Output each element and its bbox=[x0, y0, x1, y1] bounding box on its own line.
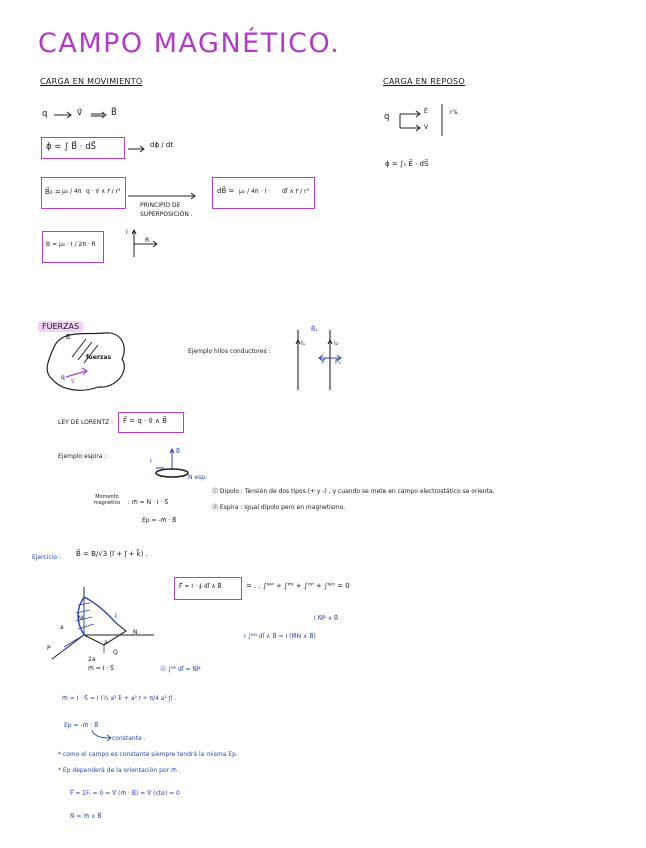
exercise-label: Ejercicio : bbox=[32, 554, 62, 561]
diagram-label-p: P bbox=[47, 645, 51, 652]
blob-q-label: q bbox=[61, 374, 65, 381]
loop-nesp-label: N esp. bbox=[188, 474, 207, 481]
energy-formula: Ep = -m⃗ · B⃗ bbox=[142, 517, 177, 524]
db-fraction: dl⃗ ∧ r⃗ / r³ bbox=[282, 188, 309, 195]
arrow-icon bbox=[128, 145, 148, 153]
rest-field-diagram bbox=[397, 108, 423, 132]
force-integral: F⃗ = I · ∮ dl⃗ ∧ B⃗ bbox=[179, 583, 222, 590]
rest-e: E⃗ bbox=[424, 108, 428, 115]
force-sum-equation: F⃗ = ΣFᵢ = 0 = ∇ (m⃗ · B⃗) = ∇ (cte) = 0 bbox=[70, 790, 180, 797]
wire-current-label: I bbox=[126, 229, 128, 236]
wire-field-diagram bbox=[124, 229, 164, 259]
b-wire-formula: B = μ₀ · I / 2π · R bbox=[46, 241, 96, 248]
wire-f1-label: F⃗ bbox=[322, 359, 326, 366]
integral-mn: I ∫ᴹᴺ dl⃗ ∧ B⃗ = I (M⃗N ∧ B⃗) bbox=[244, 633, 316, 640]
diagram-label-a2: a bbox=[104, 639, 108, 646]
exercise-b-field: B⃗ = B/√3 (i⃗ + j⃗ + k⃗) . bbox=[76, 550, 148, 558]
force-blob-diagram bbox=[42, 327, 132, 397]
diagram-label-n: N bbox=[133, 629, 138, 636]
lorentz-formula: F⃗ = q · v⃗ ∧ B⃗ bbox=[123, 417, 167, 425]
note-constant-field: * como el campo es constante siempre tendrá la misma Ep. bbox=[58, 751, 238, 758]
loop-b-label: B⃗ bbox=[176, 448, 181, 455]
lorentz-label: LEY DE LORENTZ : bbox=[58, 419, 114, 426]
ep-equation: Ep = -m⃗ · B⃗ bbox=[64, 722, 99, 729]
b0-constant: μ₀ / 4π bbox=[62, 188, 82, 195]
blob-v-label: v⃗ bbox=[71, 378, 75, 385]
wire-b1-label: B⃗₁ bbox=[311, 326, 318, 333]
wire-radius-label: R bbox=[145, 237, 150, 244]
dl-equals-np: ⓶ ∫ᴺᴾ dl⃗ = N⃗P bbox=[160, 666, 201, 673]
moment-formula: : m⃗ = N · I · S⃗ bbox=[128, 499, 169, 506]
wire-f2-label: F⃗₂ bbox=[335, 359, 341, 366]
integral-sum: = . . ∫ᴺᴹ + ∫ᴾᴺ + ∫ᴼᴾ + ∫ᴹᴼ = 0 bbox=[246, 582, 350, 590]
forces-header: FUERZAS bbox=[38, 314, 83, 333]
rest-q: q bbox=[384, 112, 390, 122]
rest-v: V bbox=[424, 124, 429, 131]
wire-i2-label: I₂ bbox=[334, 340, 339, 347]
page-title: CAMPO MAGNÉTICO. bbox=[38, 28, 341, 59]
arrow-icon bbox=[54, 111, 74, 119]
db-constant: μ₀ / 4π bbox=[239, 188, 259, 195]
rest-rs: r's. bbox=[450, 109, 460, 116]
diagram-label-a1: a bbox=[60, 624, 64, 631]
loop-i-label: I bbox=[150, 458, 152, 465]
superposition-label: PRINCIPIO DE SUPERPOSICIÓN . bbox=[140, 202, 193, 218]
moment-label: Momento magnético bbox=[93, 494, 121, 506]
db-lhs: dB⃗ = bbox=[217, 187, 235, 195]
loop-note: ⓶ Espira : Igual dipolo pero en magnetismo. bbox=[212, 504, 346, 511]
arrow-icon bbox=[128, 192, 198, 200]
moving-charge-header: CARGA EN MOVIMIENTO bbox=[40, 77, 143, 86]
note-orientation: * Ep dependerá de la orientación por m⃗ . bbox=[58, 767, 181, 774]
v-symbol: v⃗ bbox=[77, 108, 83, 118]
diagram-label-2a: 2a bbox=[88, 656, 96, 663]
diagram-label-m: M bbox=[78, 615, 84, 622]
b0-fraction: q · v⃗ ∧ r⃗ / r³ bbox=[86, 188, 121, 195]
m-equals-is: m⃗ = I · S⃗ bbox=[88, 665, 114, 672]
implies-arrow-icon bbox=[91, 111, 109, 119]
rest-charge-header: CARGA EN REPOSO bbox=[383, 77, 466, 86]
two-wires-label: Ejemplo hilos conductores : bbox=[188, 348, 271, 355]
diagram-label-i: I bbox=[115, 613, 117, 620]
m-expansion: m⃗ = I · S⃗ = I (½ a² k⃗ + a² i⃗ + π/4 a² j⃗) . bbox=[62, 695, 177, 702]
two-wires-diagram bbox=[290, 326, 350, 392]
constant-arrow-icon bbox=[90, 728, 114, 742]
b-symbol: B⃗ bbox=[111, 108, 117, 118]
b0-lhs: B⃗₀ = bbox=[45, 188, 61, 196]
rest-flux: ϕ = ∫ₛ E⃗ · dS⃗ bbox=[385, 160, 429, 168]
flux-derivative: dϕ / dt bbox=[150, 141, 174, 149]
blob-force-label: fuerzas bbox=[86, 354, 112, 361]
db-middle: · I · bbox=[261, 188, 271, 195]
diagram-label-q: Q bbox=[113, 649, 118, 656]
blob-b-label: B⃗ bbox=[66, 334, 71, 341]
q-symbol: q bbox=[42, 109, 48, 119]
dipole-note: ⓵ Dipolo : Tensión de dos tipos (+ y -) , y cuando se mete en campo electrostático se orienta. bbox=[212, 488, 495, 495]
integral-np: I N⃗P ∧ B⃗ . bbox=[314, 615, 342, 622]
constant-label: constante . bbox=[112, 735, 146, 742]
loop-example-label: Ejemplo espira : bbox=[58, 453, 107, 460]
divider bbox=[441, 104, 445, 136]
torque-equation: N⃗ = m⃗ ∧ B⃗ bbox=[70, 813, 102, 820]
flux-formula: ϕ = ∫ B⃗ · dS⃗ bbox=[46, 142, 96, 152]
wire-i1-label: I₁ bbox=[301, 340, 306, 347]
